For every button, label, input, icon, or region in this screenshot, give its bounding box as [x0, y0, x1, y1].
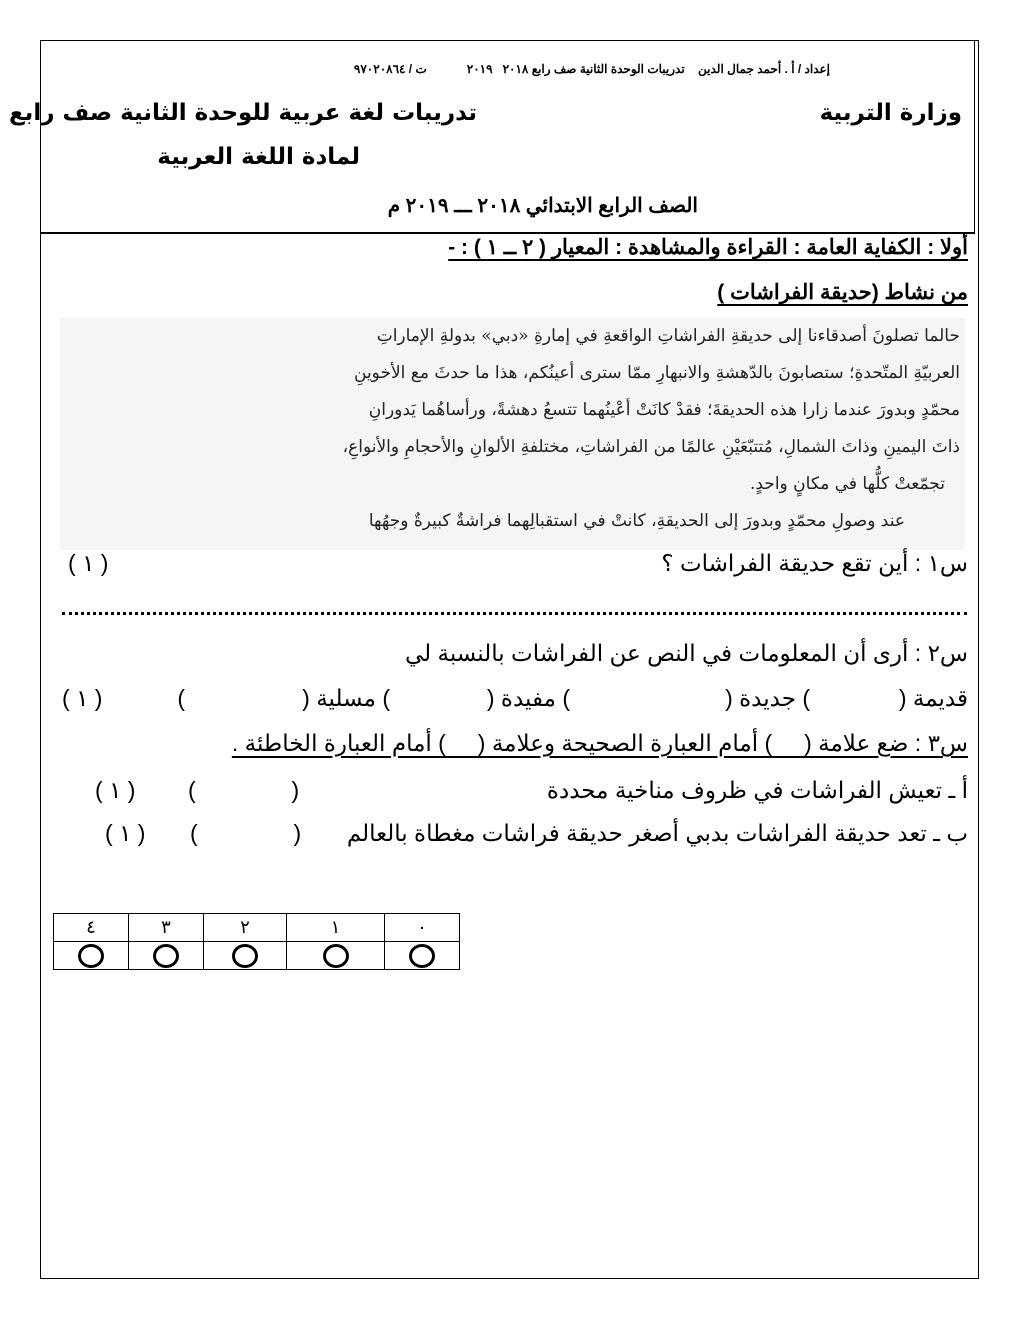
activity-title: من نشاط (حديقة الفراشات )	[717, 281, 968, 304]
score-option-4[interactable]	[54, 942, 129, 970]
q3-mark-a: ( ١ )	[95, 777, 136, 803]
circle-icon	[232, 944, 258, 968]
q2-option-new[interactable]: ) جديدة (	[725, 685, 810, 711]
question-1: س١ : أين تقع حديقة الفراشات ؟	[661, 550, 968, 576]
question-1-mark: ( ١ )	[68, 550, 109, 576]
section-heading: أولا : الكفاية العامة : القراءة والمشاهدة : المعيار ( ٢ ــ ١ ) : -	[448, 236, 968, 259]
q3-statement-a: أ ـ تعيش الفراشات في ظروف مناخية محددة	[546, 777, 968, 803]
q3-answer-box-b[interactable]: ( )	[190, 820, 302, 846]
q2-option-fun[interactable]: ) مسلية (	[302, 685, 390, 711]
subject-title: لمادة اللغة العربية	[157, 144, 360, 170]
passage-line: العربيّةِ المتّحدةِ؛ ستصابونَ بالدّهشةِ والانبهارِ ممّا سترى أعينُكم، هذا ما حدثَ مع الأخوينِ	[354, 363, 960, 383]
score-option-3[interactable]	[129, 942, 204, 970]
score-table	[53, 913, 460, 970]
passage-line: حالما تصلونَ أصدقاءنا إلى حديقةِ الفراشاتِ الواقعةِ في إمارةِ «دبي» بدولةِ الإماراتِ	[376, 326, 960, 346]
passage-line: ذاتَ اليمينِ وذاتَ الشمالِ، مُتتبّعَيْنِ عالمًا من الفراشاتِ، مختلفةِ الألوانِ والأحجامِ والأنواعِ،	[342, 437, 960, 457]
answer-line[interactable]	[62, 612, 967, 615]
q3-answer-box-a[interactable]: ( )	[188, 777, 300, 803]
question-2-mark: ( ١ )	[62, 685, 103, 711]
score-label: ٣	[129, 914, 204, 942]
score-option-2[interactable]	[204, 942, 287, 970]
grade-year: الصف الرابع الابتدائي ٢٠١٨ ـــ ٢٠١٩ م	[387, 195, 698, 217]
q2-option-useful[interactable]: ) مفيدة (	[486, 685, 570, 711]
passage-line: محمّدٍ وبدورَ عندما زارا هذه الحديقةَ؛ فقدْ كانَتْ أعْينُهما تتسعُ دهشةً، ورأساهُما يَدورانِ	[368, 400, 960, 420]
score-label: ٢	[204, 914, 287, 942]
passage-line: عند وصولِ محمّدٍ وبدورَ إلى الحديقةِ، كانتْ في استقبالِهما فراشةٌ كبيرةٌ وجهُها	[368, 511, 905, 531]
circle-icon	[323, 944, 349, 968]
circle-icon	[78, 944, 104, 968]
score-option-1[interactable]	[287, 942, 385, 970]
header-top-line: إعداد / أ . أحمد جمال الدين تدريبات الوحدة الثانية صف رابع ٢٠١٨ ٢٠١٩ ت / ٩٧٠٢٠٨٦٤	[353, 62, 830, 76]
question-2: س٢ : أرى أن المعلومات في النص عن الفراشات بالنسبة لي	[404, 640, 968, 666]
circle-icon	[409, 944, 435, 968]
worksheet-title: تدريبات لغة عربية للوحدة الثانية صف رابع	[8, 100, 477, 126]
score-label: ٤	[54, 914, 129, 942]
circle-icon	[153, 944, 179, 968]
question-3: س٣ : ضع علامة ( ) أمام العبارة الصحيحة وعلامة ( ) أمام العبارة الخاطئة .	[231, 730, 968, 756]
q3-statement-b: ب ـ تعد حديقة الفراشات بدبي أصغر حديقة فراشات مغطاة بالعالم	[346, 820, 968, 846]
score-label: ٠	[385, 914, 460, 942]
q3-mark-b: ( ١ )	[105, 820, 146, 846]
passage-line: تجمّعتْ كلُّها في مكانٍ واحدٍ.	[749, 474, 945, 494]
ministry-name: وزارة التربية	[819, 100, 962, 126]
score-option-0[interactable]	[385, 942, 460, 970]
score-label: ١	[287, 914, 385, 942]
header-divider-vertical	[974, 40, 975, 234]
q2-option-old[interactable]: قديمة (	[898, 685, 968, 711]
q2-option-close: )	[177, 685, 185, 711]
header-divider	[40, 232, 975, 234]
